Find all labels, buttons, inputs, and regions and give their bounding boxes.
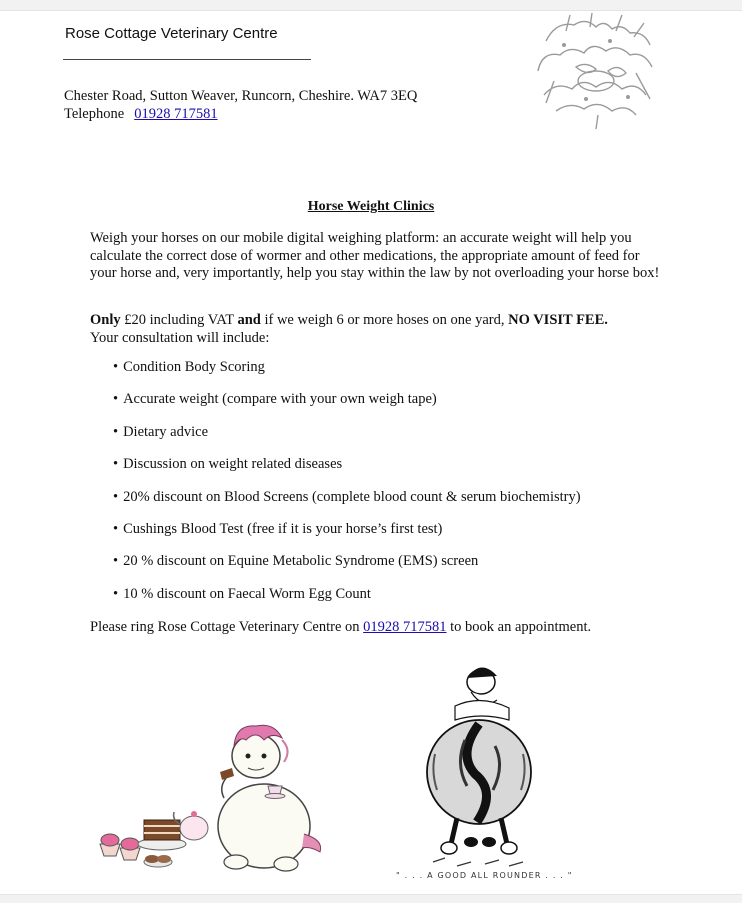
consultation-intro: Your consultation will include: bbox=[90, 329, 270, 346]
list-item: • 10 % discount on Faecal Worm Egg Count bbox=[113, 585, 581, 617]
fat-pony-tea-illustration bbox=[96, 716, 326, 876]
list-item: • 20 % discount on Equine Metabolic Syndrome (EMS) screen bbox=[113, 552, 581, 584]
horse-sketch-logo bbox=[526, 11, 666, 131]
offer-and: and bbox=[237, 312, 261, 328]
offer-price: £20 including VAT bbox=[120, 312, 238, 328]
list-item: • Accurate weight (compare with your own weigh tape) bbox=[113, 390, 581, 422]
list-item: • 20% discount on Blood Screens (complete blood count & serum biochemistry) bbox=[113, 488, 581, 520]
booking-paragraph bbox=[90, 618, 591, 636]
benefits-list bbox=[113, 358, 581, 617]
list-item: • Condition Body Scoring bbox=[113, 358, 581, 390]
offer-only: Only bbox=[90, 312, 121, 328]
practice-address: Chester Road, Sutton Weaver, Runcorn, Cheshire. WA7 3EQ bbox=[64, 88, 418, 104]
intro-paragraph: Weigh your horses on our mobile digital weighing platform: an accurate weight will help you calculate the correct dose of wormer and other medications, the appropriate amount of feed for your horse and, very importantly, help you stay within the law by not overloading your horse box! bbox=[90, 230, 660, 281]
offer-paragraph bbox=[90, 312, 665, 347]
document-page bbox=[0, 10, 742, 895]
list-item: • Dietary advice bbox=[113, 423, 581, 455]
round-pony-illustration bbox=[405, 654, 545, 879]
booking-text: Please ring Rose Cottage Veterinary Centre on bbox=[90, 619, 364, 635]
booking-text-end: to book an appointment. bbox=[446, 619, 592, 635]
list-item: • Discussion on weight related diseases bbox=[113, 455, 581, 487]
list-item: • Cushings Blood Test (free if it is your horse’s first test) bbox=[113, 520, 581, 552]
header-divider bbox=[63, 59, 311, 60]
no-visit-fee: NO VISIT FEE. bbox=[508, 312, 608, 328]
article-title: Horse Weight Clinics bbox=[307, 199, 435, 214]
booking-phone-link[interactable]: 01928 717581 bbox=[363, 619, 447, 635]
practice-name: Rose Cottage Veterinary Centre bbox=[65, 25, 278, 42]
telephone-line bbox=[64, 105, 218, 123]
offer-condition: if we weigh 6 or more hoses on one yard, bbox=[260, 312, 509, 328]
illustration-caption: " . . . A GOOD ALL ROUNDER . . . " bbox=[396, 871, 573, 880]
telephone-link[interactable]: 01928 717581 bbox=[134, 106, 218, 122]
telephone-label: Telephone bbox=[64, 106, 125, 122]
